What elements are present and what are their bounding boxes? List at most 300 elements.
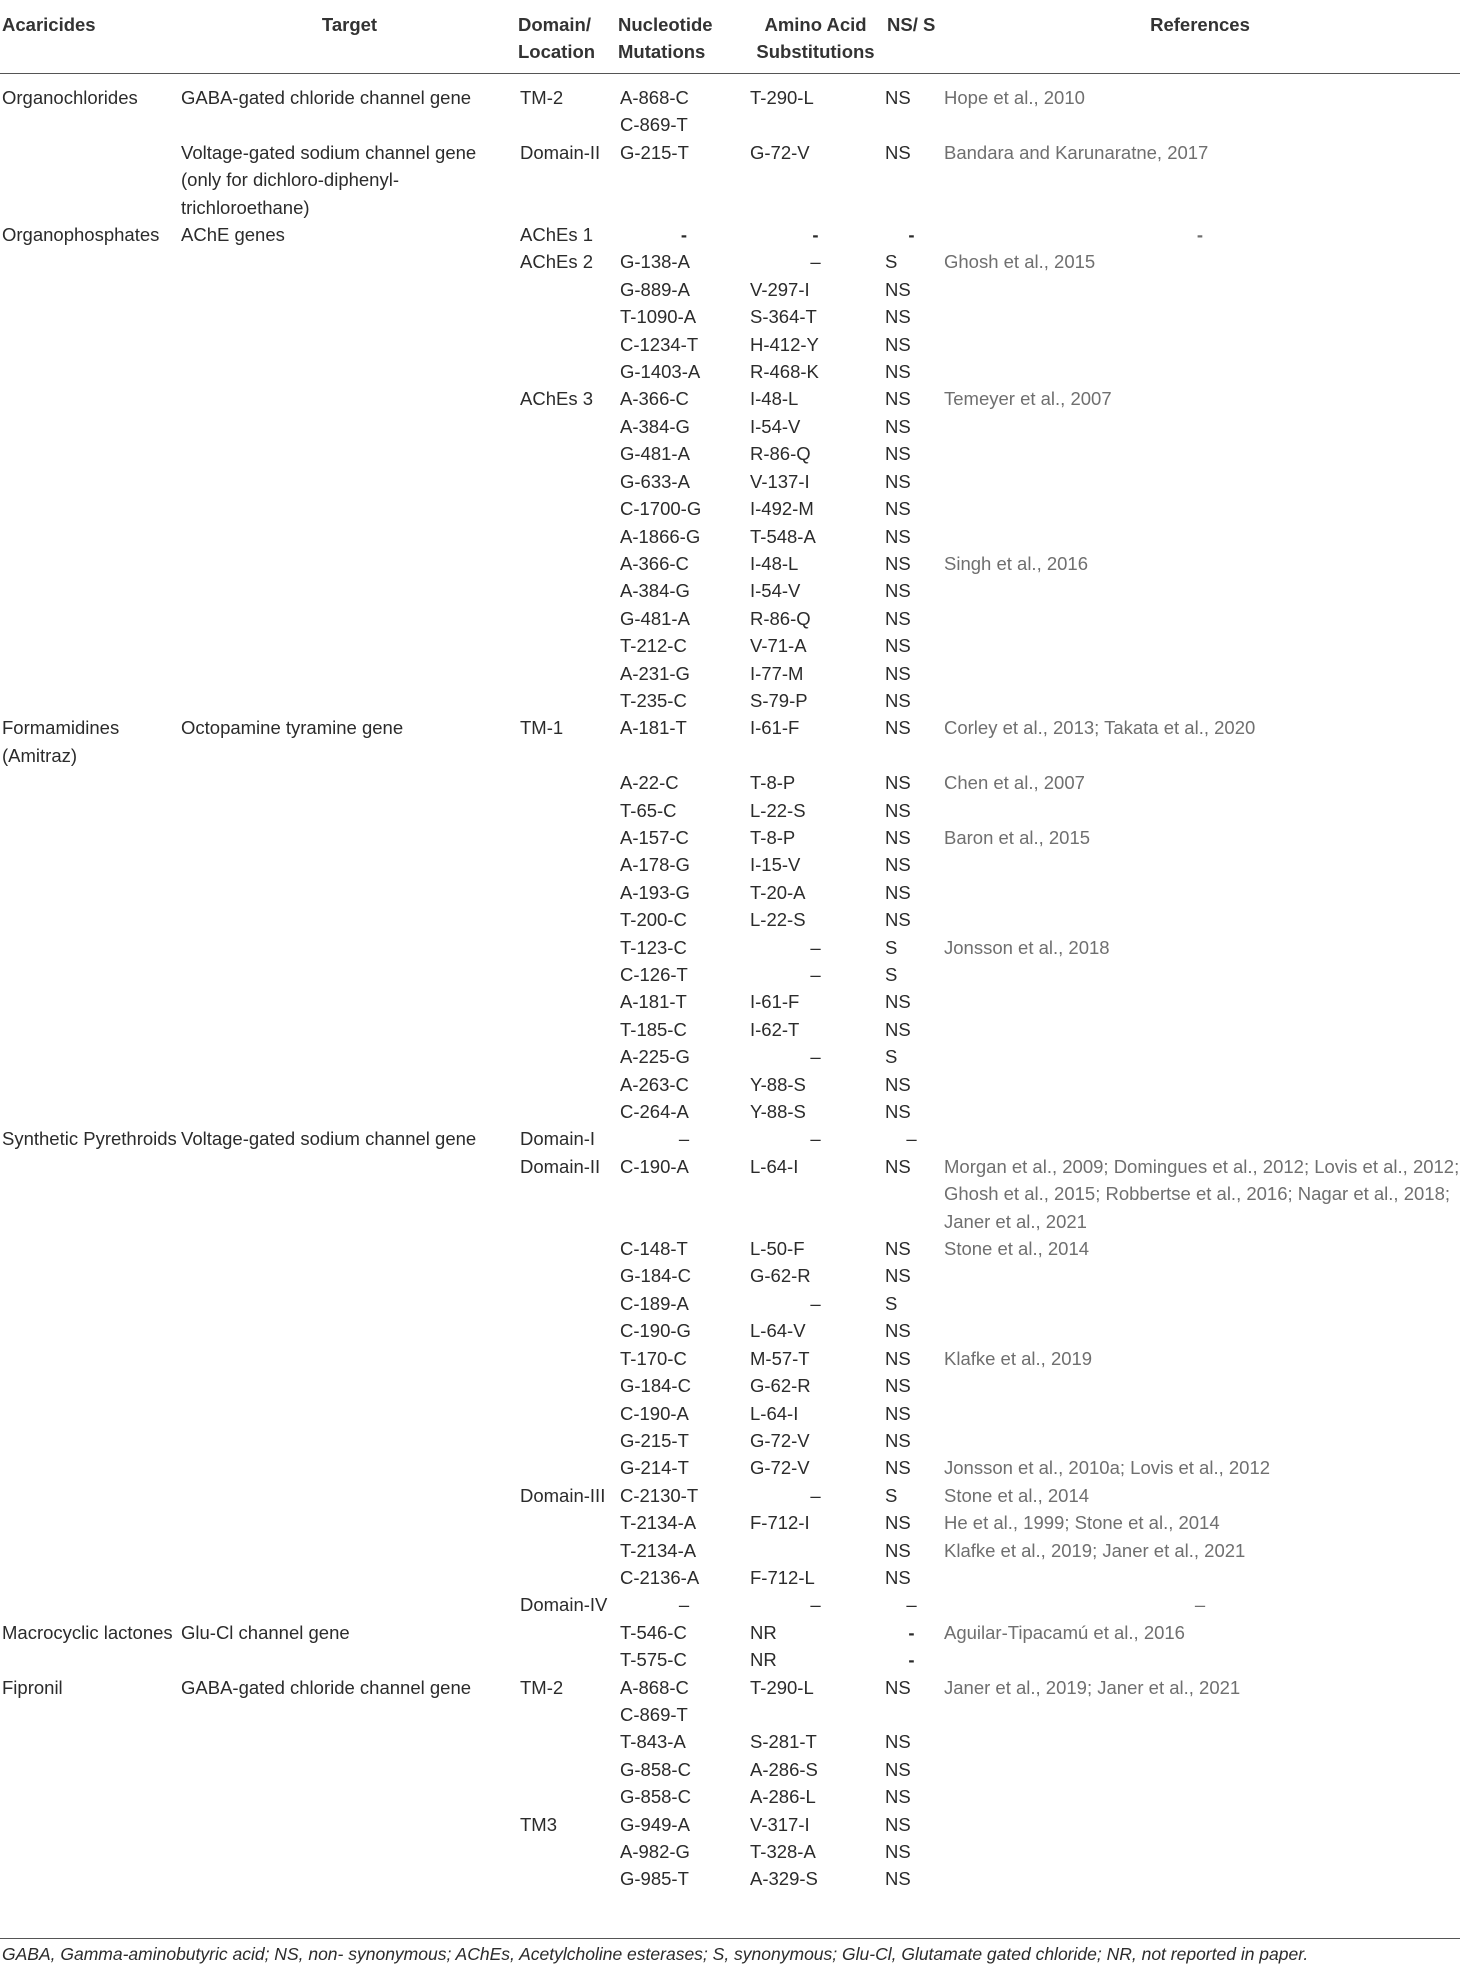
- cell-reference: Klafke et al., 2019: [944, 1347, 1093, 1369]
- cell-reference: [940, 1262, 1460, 1289]
- cell-acaricide: [0, 550, 181, 577]
- cell-reference: Baron et al., 2015: [944, 826, 1091, 848]
- cell-target: Octopamine tyramine gene: [181, 717, 404, 739]
- table-row: [0, 1591, 1460, 1618]
- cell-nucleotide: G-215-T: [620, 141, 689, 163]
- cell-target: [181, 1591, 518, 1618]
- cell-acaricide: [0, 1071, 181, 1098]
- cell-amino-acid: T-328-A: [750, 1841, 816, 1862]
- cell-domain: [518, 1646, 618, 1673]
- cell-target: [181, 1454, 518, 1481]
- table-row: [0, 1783, 1460, 1810]
- cell-domain: [518, 1262, 618, 1289]
- cell-nucleotide: G-215-T: [620, 1429, 689, 1451]
- cell-amino-acid: [748, 1701, 883, 1728]
- cell-reference: [940, 1317, 1460, 1344]
- cell-ns-s: NS: [885, 1539, 911, 1561]
- cell-nucleotide: T-843-A: [620, 1731, 686, 1753]
- cell-amino-acid: –: [810, 1128, 821, 1150]
- cell-ns-s: NS: [885, 1758, 911, 1780]
- cell-ns-s: NS: [885, 580, 911, 602]
- cell-ns-s: NS: [885, 1457, 911, 1479]
- table-row: [0, 1537, 1460, 1564]
- cell-domain: [518, 1016, 618, 1043]
- cell-acaricide: [0, 1400, 181, 1427]
- cell-ns-s: NS: [885, 306, 911, 328]
- cell-acaricide: [0, 111, 181, 138]
- cell-domain: [518, 961, 618, 988]
- table-row: [0, 413, 1460, 440]
- table-row: [0, 1838, 1460, 1865]
- cell-reference: [940, 1564, 1460, 1591]
- cell-target: [181, 248, 518, 275]
- cell-amino-acid: –: [810, 964, 821, 985]
- cell-ns-s: NS: [885, 1018, 911, 1040]
- cell-target: [181, 1262, 518, 1289]
- cell-acaricide: [0, 1098, 181, 1125]
- cell-amino-acid: T-290-L: [750, 87, 814, 108]
- cell-nucleotide: T-2134-A: [620, 1512, 697, 1534]
- table-row: [0, 111, 1460, 138]
- cell-reference: [940, 797, 1460, 824]
- cell-nucleotide: T-65-C: [620, 799, 677, 821]
- table-row: [0, 221, 1460, 248]
- table-row: [0, 495, 1460, 522]
- table-row: [0, 1564, 1460, 1591]
- cell-reference: [940, 660, 1460, 687]
- cell-ns-s: NS: [885, 1375, 911, 1397]
- cell-nucleotide: G-184-C: [620, 1265, 691, 1287]
- cell-amino-acid: F-712-I: [750, 1512, 810, 1534]
- cell-amino-acid: H-412-Y: [750, 333, 819, 355]
- table-row: [0, 961, 1460, 988]
- cell-nucleotide: G-184-C: [620, 1375, 691, 1397]
- table-row: [0, 1125, 1460, 1152]
- cell-amino-acid: L-64-I: [750, 1402, 799, 1424]
- cell-domain: [518, 1865, 618, 1892]
- cell-ns-s: NS: [885, 1238, 911, 1260]
- cell-reference: [940, 1865, 1460, 1892]
- cell-target: [181, 1153, 518, 1235]
- cell-target: [181, 1372, 518, 1399]
- table-footnote: GABA, Gamma-aminobutyric acid; NS, non- synonymous; AChEs, Acetylcholine esterases; S, synonymous; Glu-Cl, Glutamate gated chloride; NR, not reported in paper.: [2, 1944, 1309, 1964]
- cell-nucleotide: C-126-T: [620, 964, 688, 985]
- cell-nucleotide: C-2136-A: [620, 1566, 700, 1588]
- cell-target: [181, 1098, 518, 1125]
- cell-acaricide: Formamidines (Amitraz): [2, 717, 120, 766]
- cell-nucleotide: C-148-T: [620, 1238, 688, 1260]
- cell-target: [181, 1290, 518, 1317]
- cell-acaricide: [0, 385, 181, 412]
- cell-domain: [518, 413, 618, 440]
- table-row: [0, 1811, 1460, 1838]
- cell-domain: [518, 577, 618, 604]
- cell-acaricide: Macrocyclic lactones: [2, 1621, 173, 1643]
- cell-nucleotide: C-1234-T: [620, 333, 699, 355]
- cell-domain: TM-1: [520, 717, 564, 739]
- cell-ns-s: NS: [885, 1073, 911, 1095]
- cell-acaricide: [0, 413, 181, 440]
- cell-nucleotide: C-869-T: [620, 114, 688, 136]
- cell-domain: [518, 1509, 618, 1536]
- cell-ns-s: NS: [885, 333, 911, 355]
- cell-ns-s: NS: [885, 1813, 911, 1835]
- cell-reference: [940, 413, 1460, 440]
- cell-target: [181, 1728, 518, 1755]
- cell-reference: [940, 988, 1460, 1015]
- cell-amino-acid: I-492-M: [750, 498, 814, 520]
- cell-nucleotide: G-633-A: [620, 470, 690, 492]
- cell-reference: Janer et al., 2019; Janer et al., 2021: [944, 1676, 1241, 1698]
- cell-amino-acid: T-8-P: [750, 772, 796, 794]
- table-row: [0, 824, 1460, 851]
- table-row: [0, 605, 1460, 632]
- cell-domain: Domain-I: [520, 1128, 596, 1150]
- cell-target: GABA-gated chloride channel gene: [181, 87, 472, 108]
- cell-domain: [518, 1537, 618, 1564]
- cell-acaricide: [0, 1262, 181, 1289]
- cell-nucleotide: G-858-C: [620, 1786, 691, 1808]
- cell-ns-s: NS: [885, 689, 911, 711]
- cell-domain: [518, 605, 618, 632]
- cell-reference: [940, 523, 1460, 550]
- cell-amino-acid: L-22-S: [750, 909, 806, 931]
- table-row: [0, 303, 1460, 330]
- table-row: [0, 331, 1460, 358]
- cell-reference: –: [1194, 1594, 1206, 1616]
- cell-nucleotide: T-235-C: [620, 689, 687, 711]
- cell-domain: [518, 632, 618, 659]
- cell-nucleotide: G-858-C: [620, 1758, 691, 1780]
- cell-nucleotide: G-481-A: [620, 607, 690, 629]
- table-row: [0, 1728, 1460, 1755]
- header-amino-acid-substitutions: Amino Acid Substitutions: [748, 5, 883, 74]
- cell-ns-s: NS: [885, 635, 911, 657]
- cell-reference: [940, 358, 1460, 385]
- table-row: [0, 1427, 1460, 1454]
- cell-acaricide: [0, 1427, 181, 1454]
- cell-nucleotide: A-366-C: [620, 388, 689, 410]
- cell-reference: [940, 961, 1460, 988]
- cell-reference: [940, 1783, 1460, 1810]
- cell-target: [181, 1564, 518, 1591]
- cell-amino-acid: I-54-V: [750, 580, 801, 602]
- table-row: [0, 1674, 1460, 1701]
- cell-ns-s: NS: [885, 1841, 911, 1862]
- cell-reference: [940, 1372, 1460, 1399]
- cell-target: [181, 769, 518, 796]
- table-row: [0, 988, 1460, 1015]
- table-row: [0, 276, 1460, 303]
- table-row: [0, 1290, 1460, 1317]
- cell-reference: Stone et al., 2014: [944, 1484, 1090, 1506]
- cell-reference: [940, 303, 1460, 330]
- cell-acaricide: [0, 440, 181, 467]
- cell-reference: [940, 851, 1460, 878]
- cell-acaricide: Organochlorides: [2, 87, 138, 108]
- cell-nucleotide: G-214-T: [620, 1457, 689, 1479]
- cell-target: Voltage-gated sodium channel gene (only for dichloro-diphenyl-trichloroethane): [181, 141, 477, 218]
- cell-ns-s: NS: [885, 498, 911, 520]
- cell-target: [181, 1509, 518, 1536]
- cell-amino-acid: L-64-I: [750, 1155, 799, 1177]
- cell-ns-s: NS: [885, 1347, 911, 1369]
- table-row: [0, 1454, 1460, 1481]
- cell-target: [181, 687, 518, 714]
- cell-ns-s: -: [908, 224, 915, 246]
- cell-ns-s: NS: [885, 662, 911, 684]
- cell-reference: Ghosh et al., 2015: [944, 251, 1096, 273]
- cell-ns-s: NS: [885, 525, 911, 547]
- cell-acaricide: [0, 1345, 181, 1372]
- cell-amino-acid: NR: [750, 1621, 777, 1643]
- header-acaricides: Acaricides: [0, 5, 181, 74]
- table-row: [0, 1701, 1460, 1728]
- table-row: [0, 1372, 1460, 1399]
- cell-nucleotide: G-138-A: [620, 251, 690, 273]
- cell-target: [181, 1811, 518, 1838]
- cell-ns-s: NS: [885, 881, 911, 903]
- cell-nucleotide: T-575-C: [620, 1649, 687, 1671]
- cell-reference: Hope et al., 2010: [944, 87, 1085, 108]
- cell-reference: Morgan et al., 2009; Domingues et al., 2012; Lovis et al., 2012; Ghosh et al., 2015; Robbertse et al., 2016; Nagar et al., 2018; Janer et al., 2021: [944, 1155, 1460, 1232]
- cell-acaricide: [0, 1153, 181, 1235]
- cell-amino-acid: –: [810, 1046, 821, 1068]
- table-row: [0, 851, 1460, 878]
- cell-domain: [518, 358, 618, 385]
- table-row: [0, 1509, 1460, 1536]
- cell-nucleotide: T-185-C: [620, 1018, 687, 1040]
- cell-acaricide: [0, 1016, 181, 1043]
- cell-acaricide: [0, 358, 181, 385]
- cell-ns-s: NS: [885, 361, 911, 383]
- cell-domain: AChEs 3: [520, 388, 594, 410]
- cell-nucleotide: C-869-T: [620, 1703, 688, 1725]
- cell-nucleotide: A-181-T: [620, 717, 687, 739]
- cell-reference: [940, 1838, 1460, 1865]
- cell-ns-s: –: [906, 1594, 917, 1616]
- cell-domain: [518, 1783, 618, 1810]
- cell-amino-acid: G-72-V: [750, 1429, 810, 1451]
- cell-target: Glu-Cl channel gene: [181, 1621, 350, 1643]
- cell-amino-acid: V-297-I: [750, 278, 810, 300]
- cell-target: [181, 495, 518, 522]
- cell-nucleotide: C-190-G: [620, 1320, 691, 1342]
- cell-reference: [940, 1125, 1460, 1152]
- cell-nucleotide: –: [678, 1594, 690, 1616]
- cell-ns-s: NS: [885, 1101, 911, 1123]
- cell-nucleotide: C-189-A: [620, 1292, 689, 1314]
- cell-ns-s: -: [908, 1649, 915, 1671]
- cell-acaricide: [0, 1811, 181, 1838]
- table-row: [0, 797, 1460, 824]
- cell-amino-acid: –: [810, 1594, 821, 1616]
- cell-nucleotide: C-190-A: [620, 1402, 689, 1424]
- cell-target: [181, 1400, 518, 1427]
- cell-target: [181, 1043, 518, 1070]
- cell-amino-acid: [748, 1537, 883, 1564]
- cell-acaricide: [0, 303, 181, 330]
- cell-target: [181, 1016, 518, 1043]
- cell-acaricide: [0, 523, 181, 550]
- cell-amino-acid: R-86-Q: [750, 443, 811, 465]
- table-row: [0, 660, 1460, 687]
- cell-reference: [940, 687, 1460, 714]
- cell-acaricide: [0, 605, 181, 632]
- cell-amino-acid: G-72-V: [750, 1457, 810, 1479]
- cell-domain: [518, 851, 618, 878]
- cell-ns-s: S: [885, 964, 898, 985]
- cell-amino-acid: –: [810, 251, 821, 273]
- cell-nucleotide: G-481-A: [620, 443, 690, 465]
- cell-acaricide: [0, 1537, 181, 1564]
- cell-acaricide: [0, 1372, 181, 1399]
- cell-acaricide: [0, 660, 181, 687]
- cell-amino-acid: L-22-S: [750, 799, 806, 821]
- cell-ns-s: NS: [885, 278, 911, 300]
- cell-nucleotide: C-190-A: [620, 1155, 689, 1177]
- table-row: [0, 1043, 1460, 1070]
- table-row: [0, 74, 1460, 112]
- cell-ns-s: NS: [885, 717, 911, 739]
- cell-target: [181, 385, 518, 412]
- cell-ns-s: NS: [885, 1566, 911, 1588]
- cell-domain: [518, 523, 618, 550]
- cell-amino-acid: A-286-L: [750, 1786, 816, 1808]
- cell-target: [181, 276, 518, 303]
- cell-acaricide: [0, 687, 181, 714]
- cell-amino-acid: I-61-F: [750, 717, 800, 739]
- cell-reference: Corley et al., 2013; Takata et al., 2020: [944, 717, 1256, 739]
- table-row: [0, 1345, 1460, 1372]
- cell-target: [181, 1646, 518, 1673]
- cell-domain: [518, 769, 618, 796]
- cell-acaricide: [0, 1838, 181, 1865]
- cell-domain: [518, 1728, 618, 1755]
- cell-reference: [940, 1043, 1460, 1070]
- cell-amino-acid: Y-88-S: [750, 1101, 806, 1123]
- cell-nucleotide: A-982-G: [620, 1841, 690, 1862]
- cell-domain: [518, 1098, 618, 1125]
- cell-ns-s: S: [885, 1292, 898, 1314]
- cell-ns-s: NS: [885, 826, 911, 848]
- table-row: [0, 1235, 1460, 1262]
- cell-target: [181, 1427, 518, 1454]
- cell-domain: TM-2: [520, 1676, 564, 1698]
- cell-ns-s: -: [908, 1621, 915, 1643]
- cell-ns-s: NS: [885, 552, 911, 574]
- table-row: [0, 1153, 1460, 1235]
- cell-acaricide: [0, 1591, 181, 1618]
- cell-ns-s: NS: [885, 1402, 911, 1424]
- table-row: [0, 139, 1460, 221]
- cell-target: [181, 1537, 518, 1564]
- table-row: [0, 385, 1460, 412]
- cell-ns-s: [883, 111, 940, 138]
- cell-target: [181, 1317, 518, 1344]
- cell-nucleotide: G-889-A: [620, 278, 690, 300]
- cell-target: [181, 1235, 518, 1262]
- cell-nucleotide: A-22-C: [620, 772, 679, 794]
- table-body: [0, 74, 1460, 1893]
- cell-nucleotide: G-985-T: [620, 1868, 689, 1890]
- cell-nucleotide: T-123-C: [620, 936, 687, 958]
- cell-target: [181, 468, 518, 495]
- cell-amino-acid: A-286-S: [750, 1758, 818, 1780]
- cell-nucleotide: A-178-G: [620, 854, 690, 876]
- cell-reference: Klafke et al., 2019; Janer et al., 2021: [944, 1539, 1246, 1561]
- table-row: [0, 1400, 1460, 1427]
- cell-amino-acid: L-64-V: [750, 1320, 806, 1342]
- cell-nucleotide: A-225-G: [620, 1046, 690, 1068]
- cell-reference: Singh et al., 2016: [944, 552, 1088, 574]
- cell-nucleotide: G-949-A: [620, 1813, 690, 1835]
- cell-reference: [940, 468, 1460, 495]
- table-row: [0, 1262, 1460, 1289]
- cell-target: [181, 906, 518, 933]
- cell-target: AChE genes: [181, 224, 285, 246]
- cell-acaricide: [0, 1701, 181, 1728]
- cell-ns-s: S: [885, 251, 898, 273]
- cell-domain: [518, 1043, 618, 1070]
- cell-ns-s: NS: [885, 1320, 911, 1342]
- cell-amino-acid: I-54-V: [750, 415, 801, 437]
- table-row: [0, 523, 1460, 550]
- cell-amino-acid: F-712-L: [750, 1566, 815, 1588]
- cell-ns-s: NS: [885, 1265, 911, 1287]
- cell-domain: [518, 1317, 618, 1344]
- cell-acaricide: [0, 1317, 181, 1344]
- cell-nucleotide: A-231-G: [620, 662, 690, 684]
- cell-domain: Domain-III: [520, 1484, 606, 1506]
- cell-acaricide: [0, 1235, 181, 1262]
- cell-reference: [940, 906, 1460, 933]
- cell-amino-acid: S-79-P: [750, 689, 808, 711]
- cell-acaricide: [0, 1646, 181, 1673]
- cell-reference: Jonsson et al., 2010a; Lovis et al., 2012: [944, 1457, 1271, 1479]
- header-ns-s: NS/ S: [883, 5, 940, 74]
- table-row: [0, 1646, 1460, 1673]
- cell-acaricide: [0, 851, 181, 878]
- cell-reference: [940, 276, 1460, 303]
- cell-ns-s: NS: [885, 1155, 911, 1177]
- cell-ns-s: NS: [885, 470, 911, 492]
- cell-reference: [940, 632, 1460, 659]
- cell-target: [181, 1701, 518, 1728]
- cell-target: [181, 413, 518, 440]
- cell-ns-s: NS: [885, 1786, 911, 1808]
- cell-target: [181, 577, 518, 604]
- cell-target: [181, 632, 518, 659]
- cell-domain: [518, 687, 618, 714]
- cell-target: [181, 961, 518, 988]
- cell-amino-acid: I-62-T: [750, 1018, 800, 1040]
- cell-nucleotide: G-1403-A: [620, 361, 701, 383]
- cell-reference: [940, 1701, 1460, 1728]
- cell-nucleotide: A-384-G: [620, 580, 690, 602]
- cell-amino-acid: I-77-M: [750, 662, 804, 684]
- cell-amino-acid: A-329-S: [750, 1868, 818, 1890]
- table-row: [0, 1071, 1460, 1098]
- cell-target: [181, 1838, 518, 1865]
- cell-amino-acid: –: [810, 936, 821, 958]
- cell-ns-s: NS: [885, 1731, 911, 1753]
- cell-acaricide: [0, 879, 181, 906]
- cell-ns-s: NS: [885, 772, 911, 794]
- cell-target: [181, 934, 518, 961]
- cell-domain: [518, 1454, 618, 1481]
- table-row: [0, 714, 1460, 769]
